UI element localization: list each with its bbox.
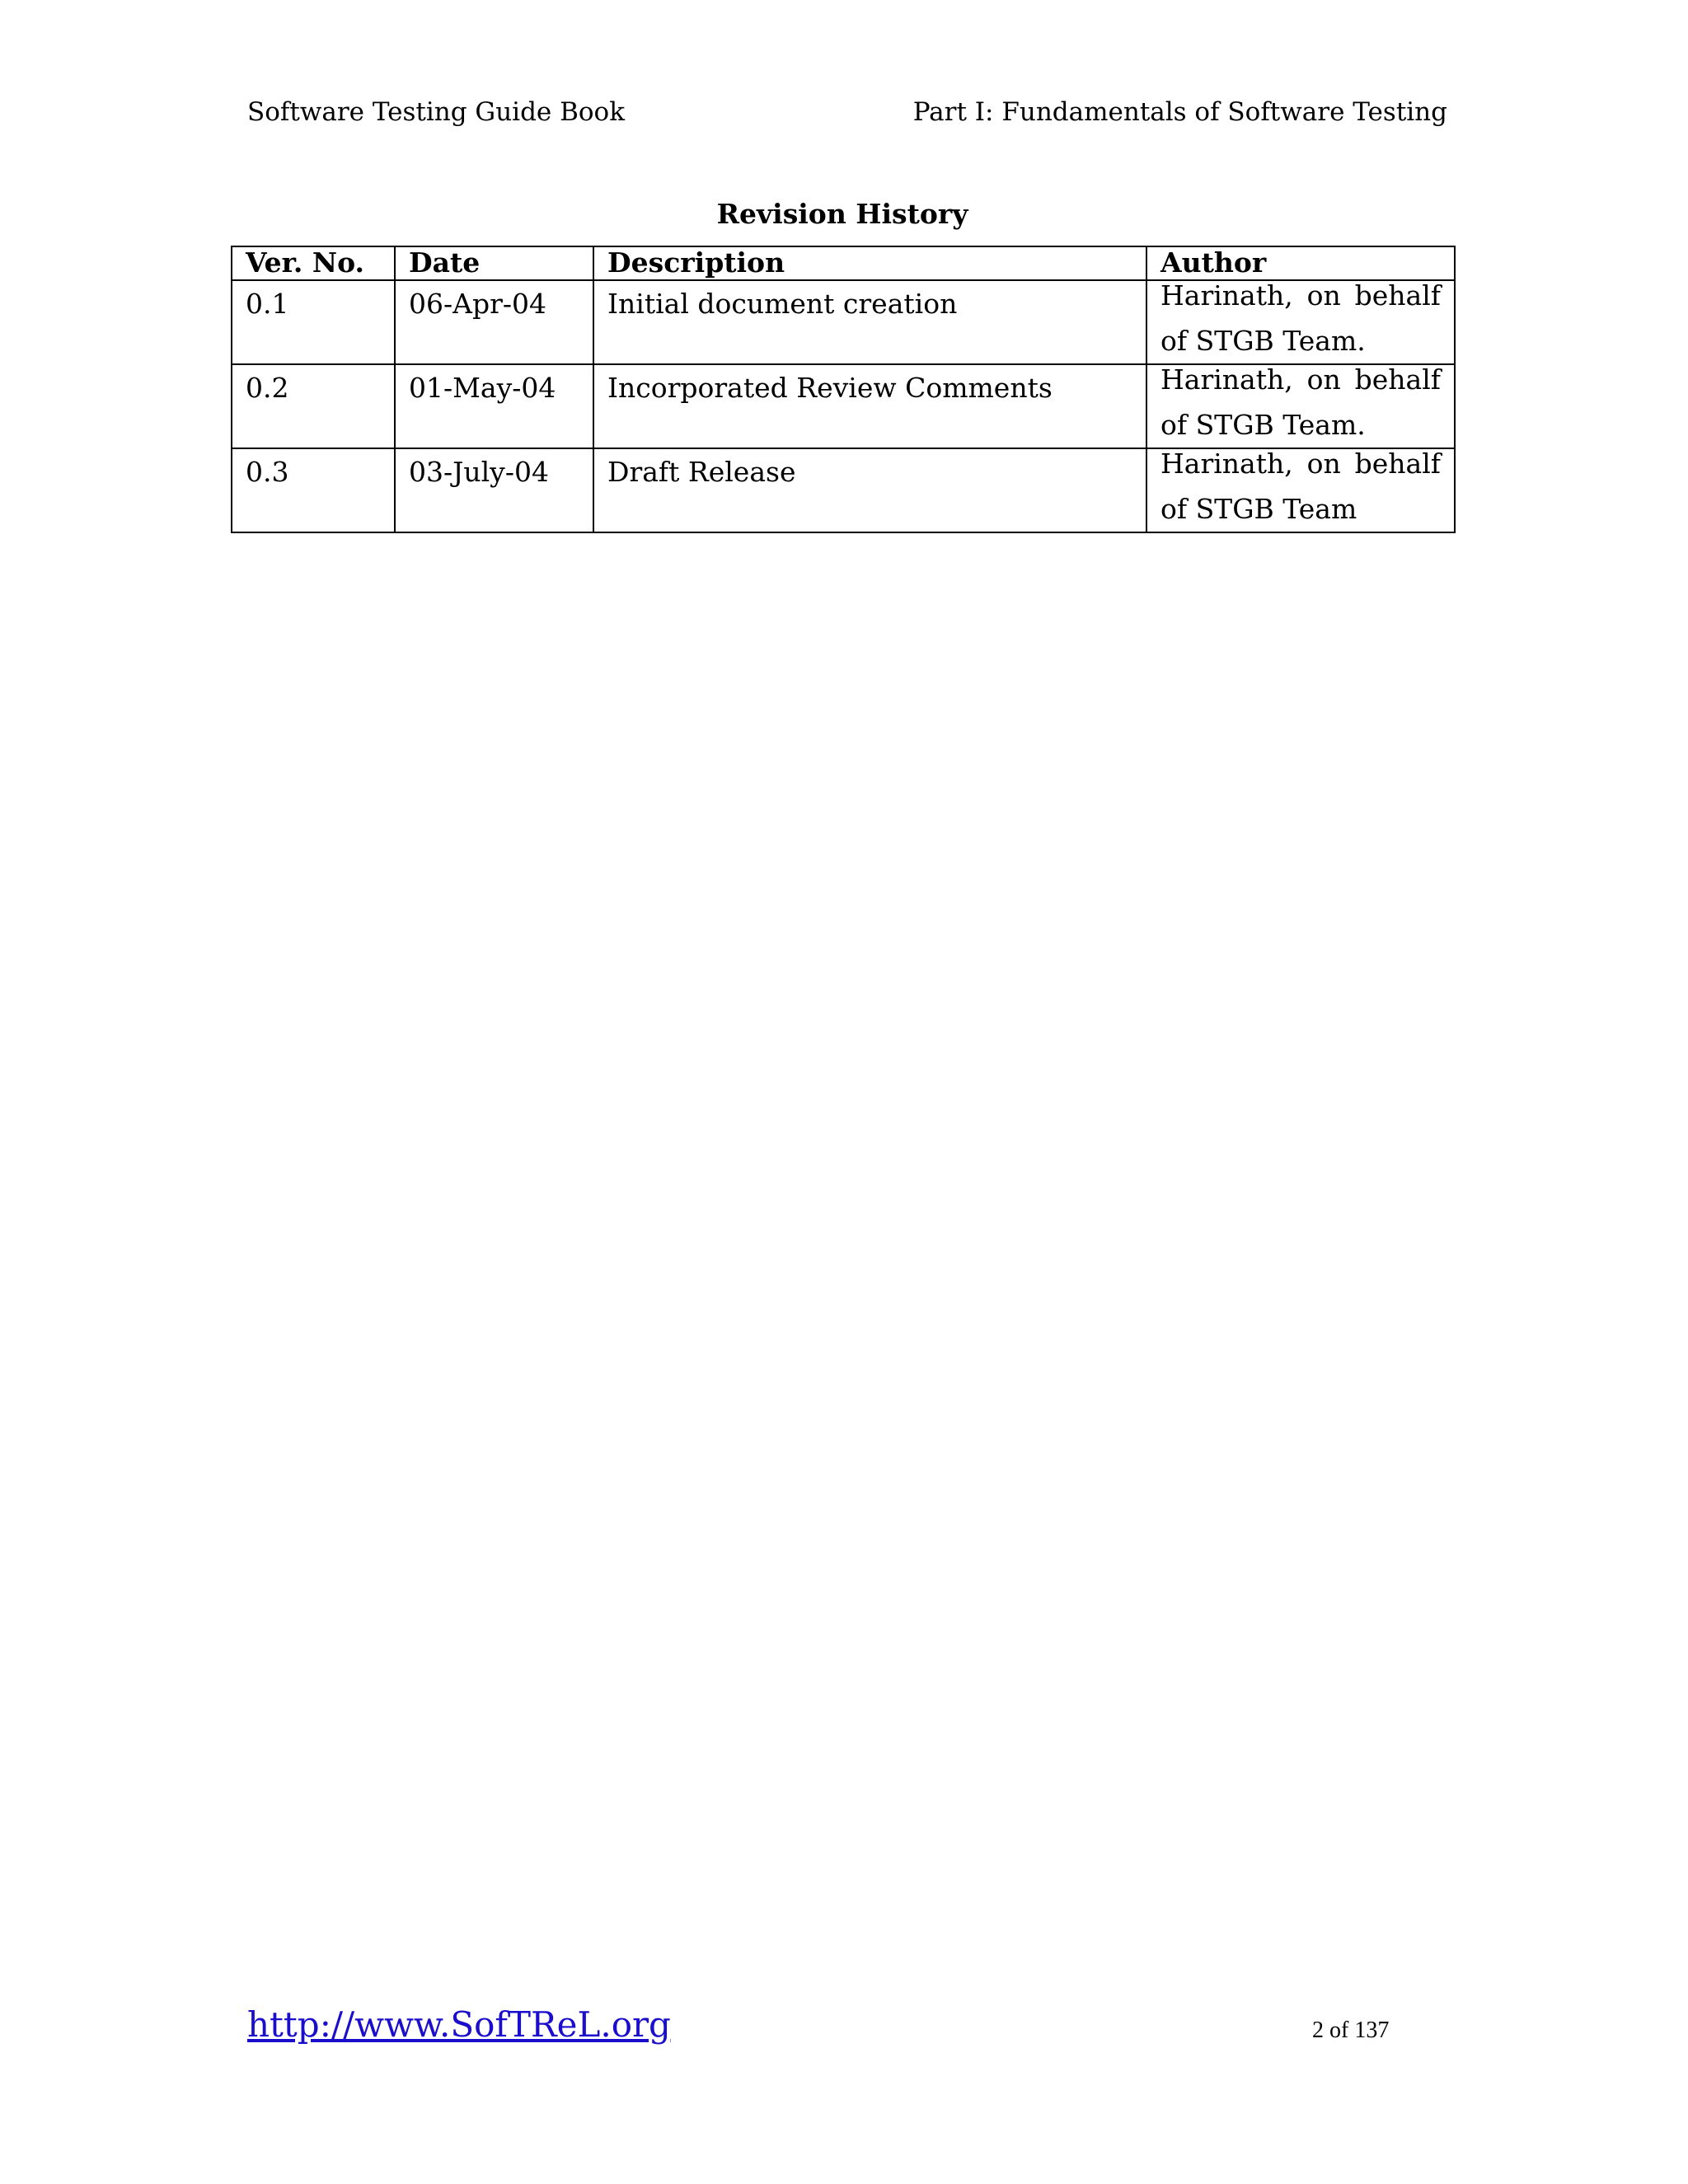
page-number: 2 of 137	[1312, 2018, 1390, 2043]
cell-description: Initial document creation	[593, 280, 1146, 364]
table-row	[232, 448, 1455, 532]
cell-author	[1146, 448, 1455, 532]
cell-author	[1146, 364, 1455, 448]
column-header-date: Date	[395, 246, 593, 280]
cell-version: 0.2	[232, 364, 395, 448]
cell-date: 06-Apr-04	[395, 280, 593, 364]
cell-author-text: Harinath, on behalf of STGB Team	[1160, 448, 1441, 525]
cell-date: 01-May-04	[395, 364, 593, 448]
column-header-description: Description	[593, 246, 1146, 280]
cell-description: Incorporated Review Comments	[593, 364, 1146, 448]
cell-description: Draft Release	[593, 448, 1146, 532]
running-header-left: Software Testing Guide Book	[247, 97, 626, 127]
running-header-right: Part I: Fundamentals of Software Testing	[912, 97, 1447, 127]
cell-version: 0.3	[232, 448, 395, 532]
cell-author-text: Harinath, on behalf of STGB Team.	[1160, 279, 1441, 357]
column-header-author: Author	[1146, 246, 1455, 280]
table-row	[232, 364, 1455, 448]
cell-version: 0.1	[232, 280, 395, 364]
footer-website-link[interactable]: http://www.SofTReL.org	[247, 2004, 671, 2045]
cell-author-text: Harinath, on behalf of STGB Team.	[1160, 363, 1441, 441]
revision-history-table	[231, 246, 1456, 533]
table-row	[232, 280, 1455, 364]
cell-date: 03-July-04	[395, 448, 593, 532]
cell-author	[1146, 280, 1455, 364]
revision-history-title: Revision History	[716, 198, 968, 230]
column-header-version: Ver. No.	[232, 246, 395, 280]
